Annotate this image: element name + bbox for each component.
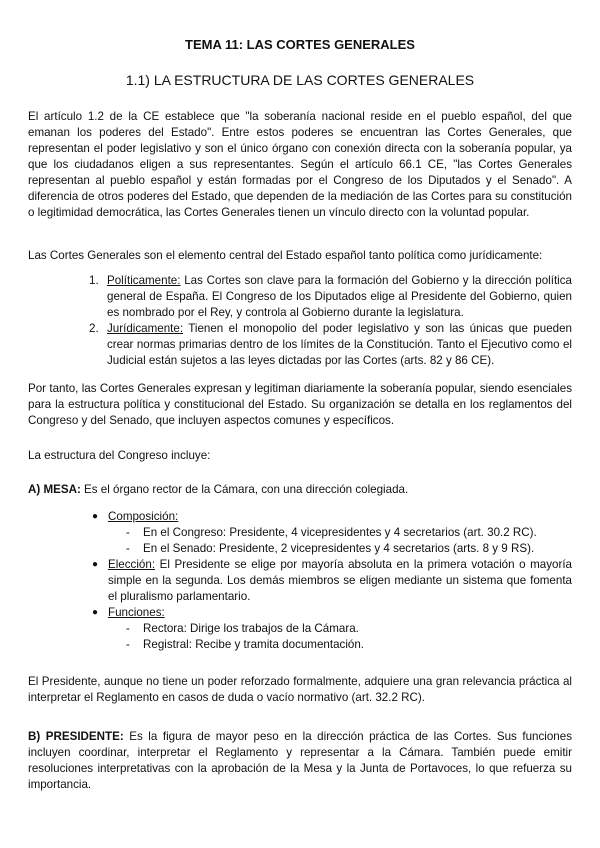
list-number: 2. <box>89 322 99 335</box>
list-item <box>89 321 572 369</box>
sub-list <box>108 525 572 557</box>
presidente-text: Es la figura de mayor peso en la dirección práctica de las Cortes. Sus funciones incluyen coordinar, interpretar el Reglamento y representar a la Cámara. También puede emitir resoluciones interpretativas con la aprobación de la Mesa y la Junta de Portavoces, lo que refuerza su importancia. <box>28 730 572 791</box>
sub-item <box>126 637 572 653</box>
list-text: Las Cortes son clave para la formación del Gobierno y la dirección política general de España. El Congreso de los Diputados elige al Presidente del Gobierno, quien es nombrado por el Rey, y controla al Gobierno durante la legislatura. <box>107 274 572 319</box>
presidente-section <box>28 729 572 793</box>
dash-icon: - <box>126 638 130 651</box>
bullet-item <box>92 605 572 653</box>
paragraph-conclusion: Por tanto, las Cortes Generales expresan y legitiman diariamente la soberanía popular, siendo esenciales para la estructura política y constitucional del Estado. Su organización se detalla en los reglamentos del Congreso y del Senado, que incluyen aspectos comunes y específicos. <box>28 382 572 427</box>
sub-item <box>126 525 572 541</box>
section-heading: 1.1) LA ESTRUCTURA DE LAS CORTES GENERALES <box>125 72 475 88</box>
mesa-heading <box>28 482 572 498</box>
mesa-text: Es el órgano rector de la Cámara, con una dirección colegiada. <box>80 483 409 496</box>
dash-icon: - <box>126 622 130 635</box>
bullet-item <box>92 557 572 605</box>
document-title: TEMA 11: LAS CORTES GENERALES <box>185 37 415 52</box>
bullet-label: Funciones: <box>108 606 165 619</box>
list-label: Jurídicamente: <box>107 322 184 335</box>
sub-item <box>126 541 572 557</box>
sub-text: Rectora: Dirige los trabajos de la Cámara. <box>143 622 359 635</box>
bullet-label: Elección: <box>108 558 156 571</box>
list-text: Tienen el monopolio del poder legislativo y son las únicas que pueden crear normas primarias dentro de los límites de la Constitución. Tanto el Ejecutivo como el Judicial están sujetos a las leyes dictadas por las Cortes (arts. 82 y 86 CE). <box>107 322 572 367</box>
bullet-icon: ● <box>92 559 99 570</box>
dash-icon: - <box>126 542 130 555</box>
bullet-text: El Presidente se elige por mayoría absoluta en la primera votación o mayoría simple en la segunda. Los demás miembros se eligen mediante un sistema que fomenta el pluralismo parlamentario. <box>108 558 572 603</box>
numbered-list <box>89 273 572 369</box>
presidente-label: B) PRESIDENTE: <box>28 730 124 743</box>
bullet-label: Composición: <box>108 510 179 523</box>
sub-text: En el Congreso: Presidente, 4 vicepresidentes y 4 secretarios (art. 30.2 RC). <box>143 526 537 539</box>
paragraph-central: Las Cortes Generales son el elemento central del Estado español tanto política como jurídicamente: <box>28 249 543 262</box>
list-number: 1. <box>89 274 99 287</box>
bullet-item <box>92 509 572 557</box>
paragraph-structure: La estructura del Congreso incluye: <box>28 449 211 462</box>
mesa-label: A) MESA: <box>28 483 81 496</box>
list-label: Políticamente: <box>107 274 181 287</box>
sub-text: Registral: Recibe y tramita documentación. <box>143 638 365 651</box>
bullet-icon: ● <box>92 511 99 522</box>
list-item <box>89 273 572 321</box>
sub-text: En el Senado: Presidente, 2 vicepresidentes y 4 secretarios (arts. 8 y 9 RS). <box>143 542 535 555</box>
mesa-bullets <box>92 509 572 653</box>
paragraph-presidente-note: El Presidente, aunque no tiene un poder reforzado formalmente, adquiere una gran relevancia práctica al interpretar el Reglamento en casos de duda o vacío normativo (art. 32.2 RC). <box>28 675 572 704</box>
sub-list <box>108 621 572 653</box>
sub-item <box>126 621 572 637</box>
bullet-icon: ● <box>92 607 99 618</box>
dash-icon: - <box>126 526 130 539</box>
paragraph-intro: El artículo 1.2 de la CE establece que "la soberanía nacional reside en el pueblo español, del que emanan los poderes del Estado". Entre estos poderes se encuentran las Cortes Generales, que representan el poder legislativo y son el único órgano con conexión directa con la soberanía popular, ya que los ciudadanos eligen a sus representantes. Según el artículo 66.1 CE, "las Cortes Generales representan al pueblo español y están formadas por el Congreso de los Diputados y el Senado". A diferencia de otros poderes del Estado, que dependen de la mediación de las Cortes para su constitución o legitimidad democrática, las Cortes Generales tienen un vínculo directo con la voluntad popular. <box>28 110 572 219</box>
